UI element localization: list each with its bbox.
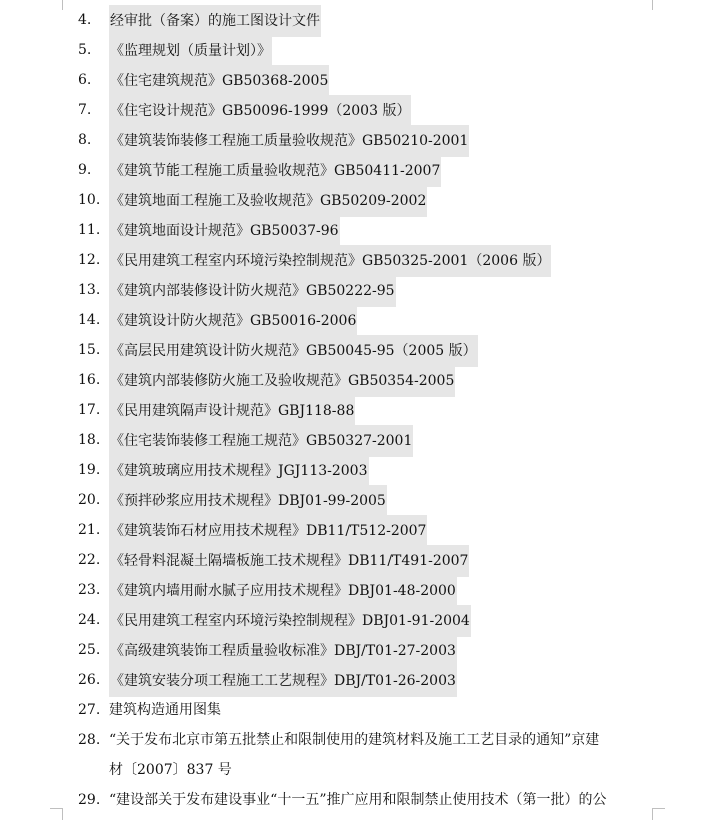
- list-item-text: 《建筑装饰石材应用技术规程》DB11/T512-2007: [109, 515, 427, 547]
- list-item-text: 《建筑装饰装修工程施工质量验收规范》GB50210-2001: [109, 125, 469, 157]
- list-item: [78, 245, 678, 275]
- list-item: [78, 695, 678, 725]
- list-item: [78, 185, 678, 215]
- list-item-number: 18.: [78, 432, 101, 448]
- list-item-text: 《建筑设计防火规范》GB50016-2006: [109, 305, 357, 337]
- list-item: [78, 425, 678, 455]
- crop-mark-bottom-left-horizontal: [50, 808, 62, 809]
- list-item-text: 《轻骨料混凝土隔墙板施工技术规程》DB11/T491-2007: [109, 545, 469, 577]
- list-item-number: 4.: [78, 12, 92, 28]
- list-item-text: 《高级建筑装饰工程质量验收标准》DBJ/T01-27-2003: [109, 635, 457, 667]
- list-item: [78, 215, 678, 245]
- list-item-number: 22.: [78, 552, 101, 568]
- list-item-text: 《建筑地面工程施工及验收规范》GB50209-2002: [109, 185, 427, 217]
- list-item-number: 11.: [78, 222, 101, 238]
- list-item-number: 15.: [78, 342, 101, 358]
- list-item-number: 14.: [78, 312, 101, 328]
- list-item-number: 17.: [78, 402, 101, 418]
- list-item-text: 《高层民用建筑设计防火规范》GB50045-95（2005 版）: [109, 335, 478, 367]
- list-item-text: 《建筑内部装修防火施工及验收规范》GB50354-2005: [109, 365, 455, 397]
- list-item-text: 《住宅建筑规范》GB50368-2005: [109, 65, 329, 97]
- list-item: [78, 395, 678, 425]
- list-item: [78, 575, 678, 605]
- list-item: [78, 545, 678, 575]
- list-item-text: 《民用建筑隔声设计规范》GBJ118-88: [109, 395, 355, 427]
- list-item: [78, 455, 678, 485]
- list-item-text: 《建筑内部装修设计防火规范》GB50222-95: [109, 275, 396, 307]
- list-item: [78, 275, 678, 305]
- list-item: [78, 305, 678, 335]
- list-item: [78, 155, 678, 185]
- list-item-number: 28.: [78, 732, 101, 748]
- list-item-text: 《建筑内墙用耐水腻子应用技术规程》DBJ01-48-2000: [109, 575, 457, 607]
- list-item: [78, 485, 678, 515]
- list-item-number: 13.: [78, 282, 101, 298]
- list-item: [78, 365, 678, 395]
- list-item: [78, 605, 678, 635]
- list-item-number: 9.: [78, 162, 92, 178]
- list-item-text: 《民用建筑工程室内环境污染控制规范》GB50325-2001（2006 版）: [109, 245, 551, 277]
- list-item-text: “关于发布北京市第五批禁止和限制使用的建筑材料及施工工艺目录的通知”京建: [109, 732, 600, 748]
- list-item: [78, 35, 678, 65]
- list-item-number: 25.: [78, 642, 101, 658]
- list-item: [78, 95, 678, 125]
- list-item: [78, 665, 678, 695]
- list-item-text: 《建筑玻璃应用技术规程》JGJ113-2003: [109, 455, 369, 487]
- list-item-number: 6.: [78, 72, 92, 88]
- list-item-text: 《建筑节能工程施工质量验收规范》GB50411-2007: [109, 155, 441, 187]
- list-item: [78, 785, 678, 815]
- crop-mark-top-left-vertical: [62, 0, 63, 10]
- list-item-number: 27.: [78, 702, 101, 718]
- list-item-number: 12.: [78, 252, 101, 268]
- list-item-text: 《住宅装饰装修工程施工规范》GB50327-2001: [109, 425, 413, 457]
- reference-standards-list: [78, 5, 678, 815]
- list-item-text: 《住宅设计规范》GB50096-1999（2003 版）: [109, 95, 411, 127]
- list-item-number: 10.: [78, 192, 101, 208]
- list-item-text: 《监理规划（质量计划）》: [109, 35, 272, 67]
- list-item-text: 《预拌砂浆应用技术规程》DBJ01-99-2005: [109, 485, 387, 517]
- list-item-number: 19.: [78, 462, 101, 478]
- list-item-number: 8.: [78, 132, 92, 148]
- crop-mark-bottom-left-vertical: [62, 808, 63, 820]
- list-item-number: 16.: [78, 372, 101, 388]
- list-item-continuation: [78, 755, 678, 785]
- list-item: [78, 725, 678, 755]
- list-item-text: 经审批（备案）的施工图设计文件: [109, 5, 321, 37]
- list-item-text: “建设部关于发布建设事业“十一五”推广应用和限制禁止使用技术（第一批）的公: [109, 792, 607, 808]
- list-item: [78, 125, 678, 155]
- list-item-number: 20.: [78, 492, 101, 508]
- list-item-text: 《民用建筑工程室内环境污染控制规程》DBJ01-91-2004: [109, 605, 471, 637]
- list-item-number: 26.: [78, 672, 101, 688]
- list-item-text: 《建筑地面设计规范》GB50037-96: [109, 215, 340, 247]
- list-item: [78, 335, 678, 365]
- list-item: [78, 515, 678, 545]
- list-item-number: 24.: [78, 612, 101, 628]
- list-item: [78, 65, 678, 95]
- list-item-number: 21.: [78, 522, 101, 538]
- list-item-text: 《建筑安装分项工程施工工艺规程》DBJ/T01-26-2003: [109, 665, 457, 697]
- list-item: [78, 635, 678, 665]
- list-item-text: 建筑构造通用图集: [109, 702, 221, 718]
- list-item-number: 23.: [78, 582, 101, 598]
- list-item-number: 7.: [78, 102, 92, 118]
- list-item-number: 29.: [78, 792, 101, 808]
- list-item-text: 材〔2007〕837 号: [109, 762, 232, 778]
- list-item: [78, 5, 678, 35]
- list-item-number: 5.: [78, 42, 92, 58]
